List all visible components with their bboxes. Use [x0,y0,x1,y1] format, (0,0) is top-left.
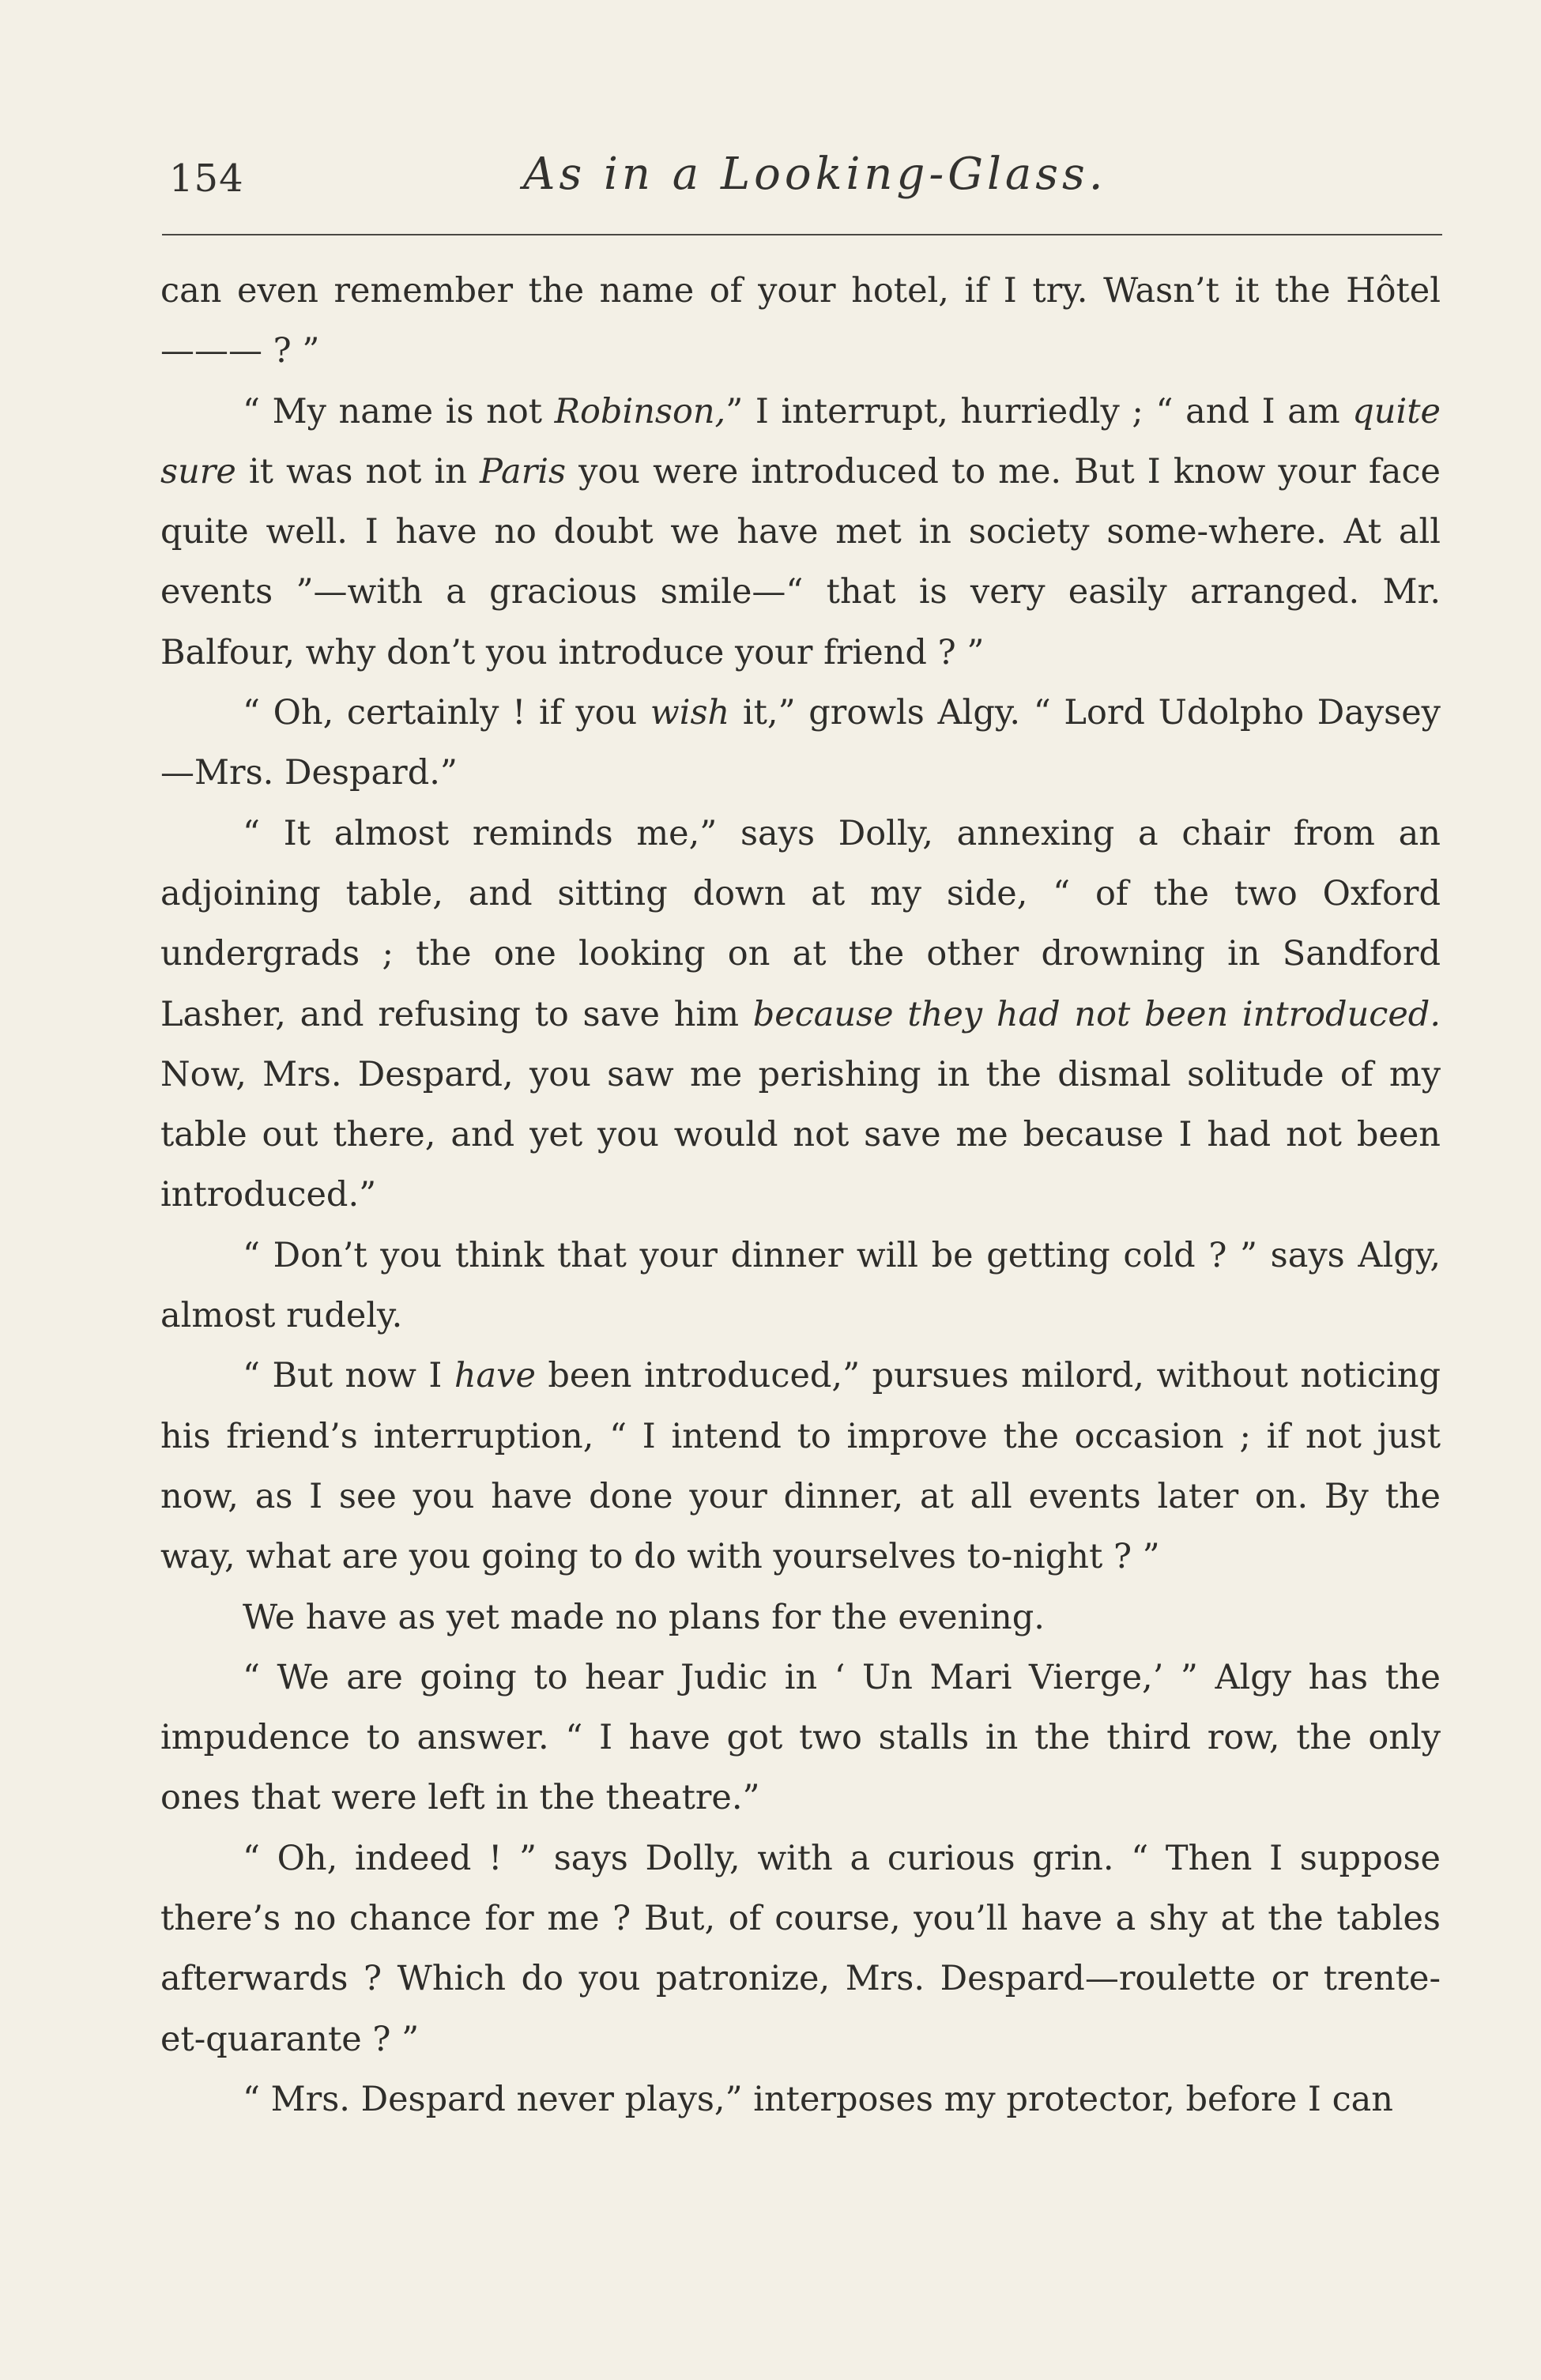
page-header [160,149,1440,212]
paragraph [160,2069,1441,2130]
paragraph [160,382,1441,683]
italic-text: Paris [480,451,567,491]
text-segment: “ My name is not [243,391,555,431]
text-segment: Now, Mrs. Despard, you saw me perishing in the dismal solitude of my table out there, and yet you would not save me because I had not been introduced.” [160,1054,1441,1215]
paragraph [160,683,1441,804]
text-segment: it was not in [235,451,480,491]
paragraph [160,1346,1441,1587]
italic-text: Robinson, [554,391,726,431]
italic-text: wish [650,693,730,733]
italic-text: have [454,1356,536,1396]
paragraph [160,261,1441,382]
paragraph [160,1648,1441,1828]
text-segment: “ But now I [243,1356,454,1396]
page-number: 154 [169,156,244,201]
text-segment: “ Oh, certainly ! if you [243,693,650,733]
text-segment: been introduced,” pursues milord, without noticing his friend’s interruption, “ I intend to improve the occasion ; if not just now, as I see you have done your dinner, at all events later on. By the way, what are you going to do with yourselves to-night ? ” [160,1356,1441,1577]
header-rule [162,234,1442,235]
italic-text: because they had not been introduced. [752,994,1441,1034]
paragraph [160,1828,1441,2069]
text-segment: ” I interrupt, hurriedly ; “ and I am [725,391,1353,431]
paragraph [160,1226,1441,1346]
paragraph [160,804,1441,1226]
text-segment: it,” growls Algy. “ Lord Udolpho Daysey—Mrs. Despard.” [160,693,1441,793]
text-segment: “ Mrs. Despard never plays,” interposes my protector, before I can [243,2079,1393,2119]
text-segment: “ We are going to hear Judic in ‘ Un Mari Vierge,’ ” Algy has the impudence to answer. “ I have got two stalls in the third row, the only ones that were left in the theatre.” [160,1657,1441,1818]
text-segment: “ Don’t you think that your dinner will be getting cold ? ” says Algy, almost rudely. [160,1235,1441,1336]
italic-text: quite sure [160,391,1441,491]
paragraph [160,1587,1441,1648]
text-segment: “ It almost reminds me,” says Dolly, annexing a chair from an adjoining table, and sitting down at my side, “ of the two Oxford undergrads ; the one looking on at the other drowning in Sandford Lasher, and refusing to save him [160,813,1441,1034]
text-segment: “ Oh, indeed ! ” says Dolly, with a curious grin. “ Then I suppose there’s no chance for me ? But, of course, you’ll have a shy at the tables afterwards ? Which do you patronize, Mrs. Despard—roulette or trente-et-quarante ? ” [160,1838,1441,2059]
text-segment: can even remember the name of your hotel, if I try. Wasn’t it the Hôtel——— ? ” [160,271,1441,371]
running-title: As in a Looking-Glass. [523,149,1107,200]
text-segment: We have as yet made no plans for the evening. [243,1597,1045,1637]
body-text [160,261,1441,2130]
text-segment: you were introduced to me. But I know your face quite well. I have no doubt we have met in society some-where. At all events ”—with a gracious smile—“ that is very easily arranged. Mr. Balfour, why don’t you introduce your friend ? ” [160,451,1441,672]
